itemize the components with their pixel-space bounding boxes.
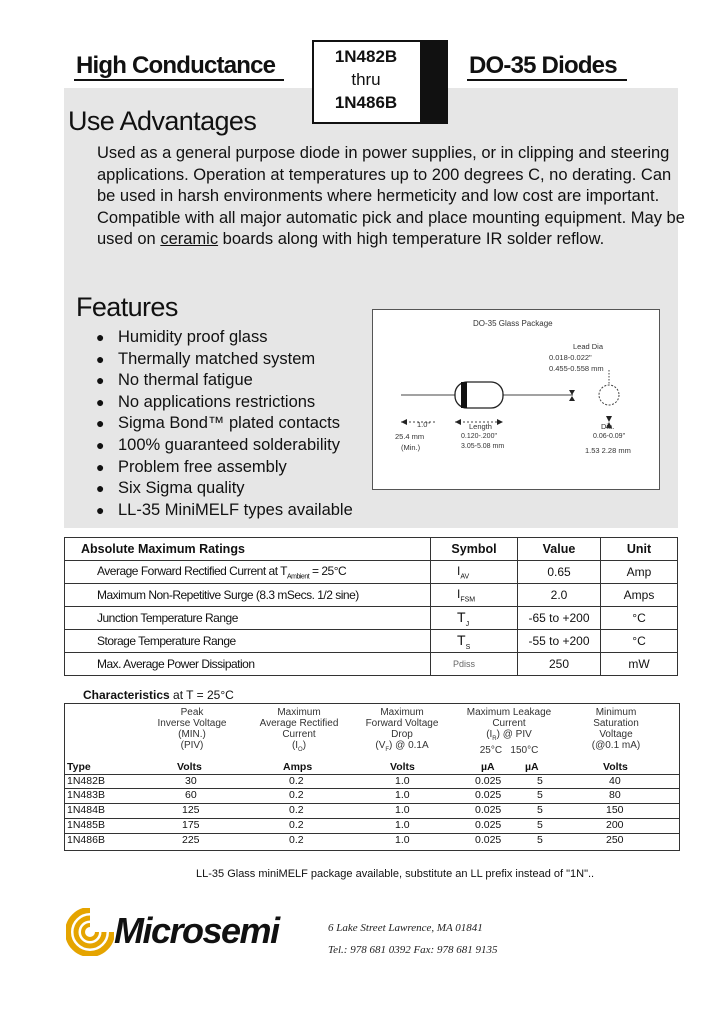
address-line: 6 Lake Street Lawrence, MA 01841	[328, 922, 483, 934]
microsemi-logo	[66, 908, 279, 961]
arrow-left-icon	[455, 419, 461, 425]
feature-item: ● Six Sigma quality	[96, 478, 353, 500]
bullet-icon: ●	[96, 415, 105, 432]
feature-item: ● No thermal fatigue	[96, 370, 353, 392]
rating-desc: Max. Average Power Dissipation	[65, 653, 431, 676]
feature-item: ● LL-35 MiniMELF types available	[96, 500, 353, 522]
rating-symbol: $I_{FSM}$	[431, 584, 518, 607]
title-left-underline	[74, 79, 284, 81]
cathode-band	[461, 382, 467, 408]
characteristics-table	[64, 703, 680, 851]
col-header-vsat: Minimum Saturation Voltage (@0.1 mA)	[591, 707, 641, 751]
rating-value: 2.0	[518, 584, 601, 607]
company-address	[328, 917, 497, 961]
col-header-symbol: Symbol	[431, 538, 518, 561]
logo-wordmark: Microsemi	[114, 910, 279, 951]
feature-item: ● Sigma Bond™ plated contacts	[96, 413, 353, 435]
table-header-row	[65, 538, 678, 561]
units-ir150: µA	[525, 761, 539, 773]
microsemi-logo-icon	[66, 908, 114, 956]
rating-symbol: $T_S$	[431, 630, 518, 653]
col-header-unit: Unit	[601, 538, 678, 561]
feature-item: ● Humidity proof glass	[96, 327, 353, 349]
rating-unit: mW	[601, 653, 678, 676]
bullet-icon: ●	[96, 480, 105, 497]
advantages-text	[97, 143, 687, 251]
bullet-icon: ●	[96, 350, 105, 367]
dia-mm: 1.53 2.28 mm	[585, 446, 631, 455]
bullet-icon: ●	[96, 329, 105, 345]
rating-value: 0.65	[518, 561, 601, 584]
rating-desc: Storage Temperature Range	[65, 630, 431, 653]
bullet-icon: ●	[96, 372, 105, 389]
rating-value: 250	[518, 653, 601, 676]
feature-item: ● 100% guaranteed solderability	[96, 435, 353, 457]
rating-unit: Amp	[601, 561, 678, 584]
table-row: 1N482B 30 0.2 1.0 0.025 5 40	[67, 775, 621, 787]
rating-symbol: Pdiss	[431, 653, 518, 676]
phone-fax-line: Tel.: 978 681 0392 Fax: 978 681 9135	[328, 944, 498, 956]
part-number-start: 1N482B	[334, 47, 398, 66]
units-io: Amps	[283, 761, 313, 773]
dia-label: Dia.	[601, 422, 615, 431]
rating-symbol: $T_J$	[431, 607, 518, 630]
table-row: 1N484B 125 0.2 1.0 0.025 5 150	[67, 804, 624, 816]
advantages-text-underlined: ceramic	[160, 230, 219, 249]
bullet-icon: ●	[96, 501, 105, 518]
characteristics-title: Characteristics at T = 25°C	[83, 688, 234, 702]
absolute-ratings-table	[64, 537, 678, 676]
units-piv: Volts	[177, 761, 202, 773]
bullet-icon: ●	[96, 393, 105, 410]
arrow-left-icon	[401, 419, 407, 425]
col-header-value: Value	[518, 538, 601, 561]
units-vf: Volts	[390, 761, 415, 773]
units-ir25: µA	[481, 761, 495, 773]
rating-unit: °C	[601, 630, 678, 653]
minimelf-note: LL-35 Glass miniMELF package available, substitute an LL prefix instead of "1N"..	[196, 868, 595, 880]
advantages-heading: Use Advantages	[68, 106, 257, 136]
title-right: DO-35 Diodes	[469, 52, 617, 79]
arrow-down-icon	[569, 390, 575, 395]
features-list	[96, 327, 353, 521]
length-inches: 0.120-.200"	[461, 433, 497, 440]
col-header-piv: Peak Inverse Voltage (MIN.) (PIV)	[157, 707, 227, 751]
length-mm: 3.05-5.08 mm	[461, 443, 505, 450]
length-label: Length	[469, 422, 492, 431]
col-header-io: Maximum Average Rectified Current $(I_O)$	[259, 707, 339, 753]
package-drawing	[373, 310, 659, 489]
lead-length-min: (Min.)	[401, 443, 421, 452]
title-right-underline	[467, 79, 627, 81]
table-row	[65, 561, 678, 584]
col-header-rating: Absolute Maximum Ratings	[65, 538, 431, 561]
lead-dia-inches: 0.018-0.022"	[549, 353, 592, 362]
feature-item: ● No applications restrictions	[96, 392, 353, 414]
title-left: High Conductance	[76, 52, 276, 79]
lead-length-inches: 1.0"	[417, 420, 431, 429]
rating-desc: Average Forward Rectified Current at $T_{Ambient} = 25^\circ C$	[65, 561, 431, 584]
table-row	[65, 584, 678, 607]
package-diagram	[372, 309, 660, 490]
col-header-ir: Maximum Leakage Current $(I_R)$ @ PIV 25°C 150°C	[466, 707, 552, 756]
rating-unit: °C	[601, 607, 678, 630]
title-bar	[64, 40, 678, 112]
lead-dia-mm: 0.455-0.558 mm	[549, 364, 604, 373]
features-heading: Features	[76, 292, 178, 322]
part-number-box	[312, 40, 448, 124]
part-number-thru: thru	[351, 70, 381, 89]
units-vsat: Volts	[603, 761, 628, 773]
units-type: Type	[67, 761, 91, 773]
rating-value: -65 to +200	[518, 607, 601, 630]
package-title: DO-35 Glass Package	[473, 319, 553, 328]
rating-value: -55 to +200	[518, 630, 601, 653]
rating-desc: Maximum Non-Repetitive Surge (8.3 mSecs. 1/2 sine)	[65, 584, 431, 607]
advantages-text-part2: boards along with high temperature IR solder reflow.	[218, 230, 605, 249]
table-row	[65, 653, 678, 676]
dia-inches: 0.06-0.09"	[593, 433, 626, 440]
bullet-icon: ●	[96, 436, 105, 453]
end-view-circle	[599, 385, 619, 405]
bullet-icon: ●	[96, 458, 105, 475]
col-header-vf: Maximum Forward Voltage Drop $(V_F)$ @ 0.1A	[365, 707, 439, 753]
table-row: 1N485B 175 0.2 1.0 0.025 5 200	[67, 819, 624, 831]
diode-band-mark	[420, 42, 446, 122]
table-row: 1N486B 225 0.2 1.0 0.025 5 250	[67, 834, 624, 846]
feature-item: ● Problem free assembly	[96, 457, 353, 479]
part-number-end: 1N486B	[334, 93, 398, 112]
advantages-text-part1: Used as a general purpose diode in power supplies, or in clipping and steering applications. Operation at temperatures up to 200 degrees C, no derating. Can be used in harsh environments where hermeticity and low cost are important. Compatible with all major automatic pick and place mounting equipment. May be used on	[97, 144, 685, 249]
lead-dia-label: Lead Dia	[573, 342, 604, 351]
rating-symbol: $I_{AV}$	[431, 561, 518, 584]
table-row	[65, 607, 678, 630]
lead-length-mm: 25.4 mm	[395, 432, 425, 441]
feature-item: ● Thermally matched system	[96, 349, 353, 371]
rating-unit: Amps	[601, 584, 678, 607]
arrow-right-icon	[497, 419, 503, 425]
table-row	[65, 630, 678, 653]
table-row: 1N483B 60 0.2 1.0 0.025 5 80	[67, 789, 621, 801]
arrow-up-icon	[569, 396, 575, 401]
rating-desc: Junction Temperature Range	[65, 607, 431, 630]
